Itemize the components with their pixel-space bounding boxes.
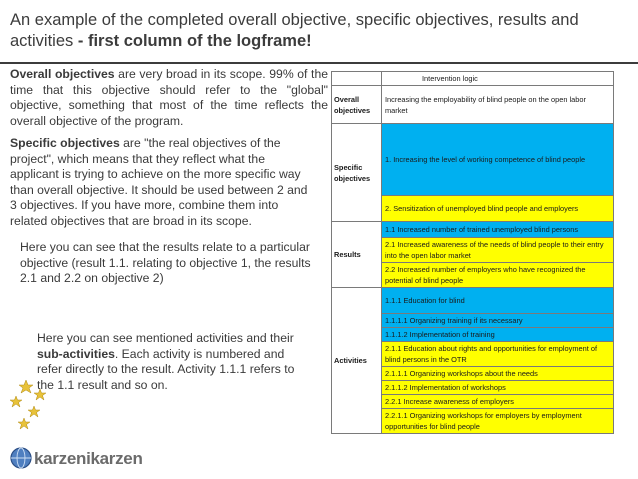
- company-logo-text: karzenikarzen: [34, 449, 143, 468]
- specific-objectives-text: [10, 136, 315, 230]
- globe-logo-icon: [10, 446, 32, 470]
- specific-objectives-desc: are "the real objectives of the project", which means that they reflect what the applicant is trying to achieve on the more specific way than overall objective. It should be used between 2 and 3 objectives. If you have more, combine them into related objectives that are broad in its scope.: [10, 136, 308, 228]
- slide-title: [10, 10, 610, 52]
- slide-title-lead: An example of the completed overall objective, specific objectives, results and activities: [10, 11, 579, 50]
- specific-objectives-label: Specific objectives: [332, 124, 382, 222]
- activities-desc-lead: Here you can see mentioned activities and their: [37, 331, 294, 345]
- result-cell: 1.1 Increased number of trained unemployed blind persons: [382, 222, 614, 238]
- activities-explanation-text: [37, 331, 312, 393]
- slide-title-emphasis: - first column of the logframe!: [77, 32, 312, 50]
- activities-desc-rest: . Each activity is numbered and refer directly to the result. Activity 1.1.1 refers to the 1.1 result and so on.: [37, 346, 295, 392]
- corner-cell: [332, 72, 382, 86]
- specific-objective-cell: 1. Increasing the level of working competence of blind people: [382, 124, 614, 196]
- specific-objective-cell: 2. Sensitization of unemployed blind people and employers: [382, 196, 614, 222]
- logframe-table: [331, 71, 614, 434]
- overall-objective-cell: Increasing the employability of blind people on the open labor market: [382, 86, 614, 124]
- intervention-logic-header: Intervention logic: [382, 72, 614, 86]
- results-label: Results: [332, 222, 382, 288]
- activity-cell: 2.1.1 Education about rights and opportunities for employment of blind persons in the OTR: [382, 342, 614, 367]
- activities-label: Activities: [332, 288, 382, 434]
- activity-cell: 2.1.1.1 Organizing workshops about the needs: [382, 367, 614, 381]
- title-divider: [0, 62, 638, 64]
- result-cell: 2.2 Increased number of employers who have recognized the potential of blind people: [382, 263, 614, 288]
- sub-activities-term: sub-activities: [37, 346, 115, 361]
- result-cell: 2.1 Increased awareness of the needs of blind people to their entry into the open labor market: [382, 238, 614, 263]
- activity-cell: 2.2.1.1 Organizing workshops for employers by employment opportunities for blind people: [382, 409, 614, 434]
- results-explanation-text: Here you can see that the results relate to a particular objective (result 1.1. relating to objective 1, the results 2.1 and 2.2 on objective 2): [20, 240, 311, 286]
- specific-objectives-term: Specific objectives: [10, 136, 120, 150]
- activity-cell: 2.2.1 Increase awareness of employers: [382, 395, 614, 409]
- activity-cell: 1.1.1.2 Implementation of training: [382, 328, 614, 342]
- decorative-stars-icon: [4, 376, 64, 446]
- overall-objectives-label: Overall objectives: [332, 86, 382, 124]
- activity-cell: 1.1.1.1 Organizing training if its necessary: [382, 314, 614, 328]
- overall-objectives-desc: are very broad in its scope. 99% of the time that this objective should refer to the "global" objective, something that most of the time reflects the overall objective of the program.: [10, 67, 328, 128]
- overall-objectives-term: Overall objectives: [10, 67, 115, 81]
- overall-objectives-text: [10, 67, 328, 129]
- activity-cell: 2.1.1.2 Implementation of workshops: [382, 381, 614, 395]
- activity-cell: 1.1.1 Education for blind: [382, 288, 614, 314]
